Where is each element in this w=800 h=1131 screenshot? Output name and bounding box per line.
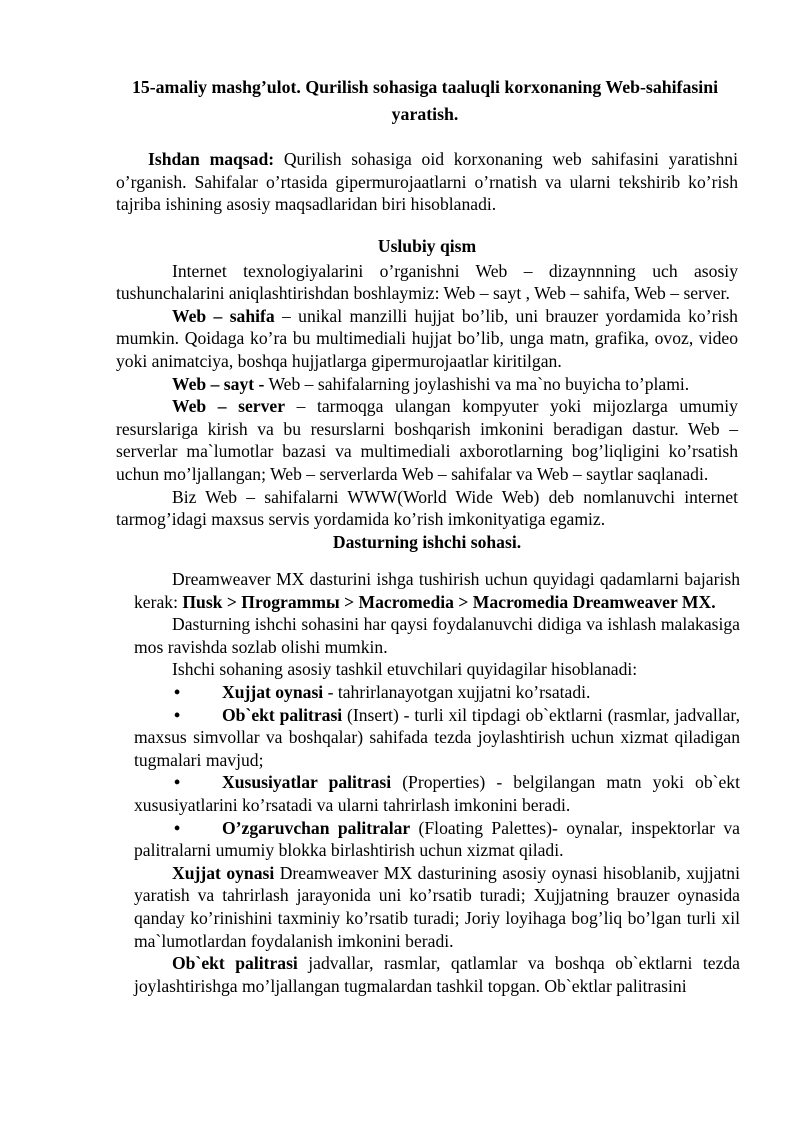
object-palette-paragraph (134, 952, 740, 997)
goal-block (116, 148, 738, 216)
object-palette-term: Ob`ekt palitrasi (172, 953, 298, 974)
method-section (116, 235, 738, 553)
bullet-item (134, 704, 740, 772)
bullet-icon: • (174, 681, 181, 702)
web-server-text: – tarmoqga ulangan kompyuter yoki mijozlarga umumiy resurslariga kirish va bu resurslarni boshqarish imkonini beradigan dastur. Web – serverlar ma`lumotlar bazasi va multimediali axborotlarning bog’liqligini ko’rsatish uchun mo’ljallangan; Web – serverlarda Web – sahifalar va Web – saytlar saqlanadi. (116, 396, 738, 484)
web-server-definition (116, 395, 738, 485)
launch-path: Пusk > Пrogrammы > Macromedia > Macromedia Dreamweaver MX. (182, 591, 716, 612)
web-page-definition (116, 305, 738, 373)
web-server-term: Web – server (172, 396, 286, 417)
bullet-term: Xujjat oynasi (222, 681, 324, 702)
launch-text: Dreamweaver MX dasturini ishga tushirish uchun quyidagi qadamlarni bajarish kerak: (134, 569, 740, 612)
bullet-term: Ob`ekt palitrasi (222, 704, 343, 725)
elements-paragraph: Ishchi sohaning asosiy tashkil etuvchilari quyidagilar hisoblanadi: (172, 659, 638, 680)
intro-paragraph: Internet texnologiyalarini o’rganishni Web – dizaynnning uch asosiy tushunchalarini aniqlashtirishdan boshlaymiz: Web – sayt , Web – sahifa, Web – server. (116, 260, 738, 304)
document-window-term: Xujjat oynasi (172, 862, 275, 883)
method-heading: Uslubiy qism (377, 236, 477, 256)
bullet-item (134, 771, 740, 816)
bullet-text: - tahrirlanayotgan xujjatni ko’rsatadi. (323, 681, 591, 702)
bullet-text: (Insert) - turli xil tipdagi ob`ektlarni (rasmlar, jadvallar, maxsus simvollar va boshqalar) sahifada tezda joylashtirish uchun xizmat qiladigan tugmalari mavjud; (134, 704, 740, 770)
goal-paragraph (116, 148, 738, 216)
bullet-icon: • (174, 704, 181, 725)
document-window-text: Dreamweaver MX dasturining asosiy oynasi hisoblanib, xujjatni yaratish va tahrirlash jarayonida uni ko’rsatib turadi; Xujjatning brauzer oynasida qanday ko’rinishini taxminiy ko’rsatib turadi; Joriy loyihaga bog’liq bo’lgan turli xil ma`lumotlardan foydalanish imkonini beradi. (134, 862, 740, 951)
customize-paragraph: Dasturning ishchi sohasini har qaysi foydalanuvchi didiga va ishlash malakasiga mos ravishda sozlab olishi mumkin. (134, 614, 740, 657)
web-page-term: Web – sahifa (172, 305, 275, 326)
bullet-term: O’zgaruvchan palitralar (222, 817, 411, 838)
bullet-text: (Properties) - belgilangan matn yoki ob`ekt xususiyatlarini ko’rsatadi va ularni tahrirlash imkonini beradi. (134, 772, 740, 815)
web-site-term: Web – sayt - (172, 373, 265, 394)
www-paragraph: Biz Web – sahifalarni WWW(World Wide Web) deb nomlanuvchi internet tarmog’idagi maxsus servis yordamida ko’rish imkonityatiga egamiz. (116, 486, 738, 530)
object-palette-text: jadvallar, rasmlar, qatlamlar va boshqa ob`ektlarni tezda joylashtirishga mo’ljallangan tugmalardan tashkil topgan. Ob`ektlar palitrasini (134, 953, 740, 996)
bullet-item (134, 817, 740, 862)
workspace-section (134, 568, 740, 997)
bullet-icon: • (174, 772, 181, 793)
goal-label: Ishdan maqsad: (148, 149, 275, 169)
document-window-paragraph (134, 862, 740, 952)
bullet-text: (Floating Palettes)- oynalar, inspektorlar va palitralarni umumiy blokka birlashtirish uchun xizmat qiladi. (134, 817, 740, 861)
launch-paragraph (134, 568, 740, 613)
page-title: 15-amaliy mashg’ulot. Qurilish sohasiga taaluqli korxonaning Web-sahifasini yaratish. (131, 77, 719, 124)
bullet-item (134, 681, 740, 704)
web-site-text: Web – sahifalarning joylashishi va ma`no buyicha to’plami. (264, 373, 690, 394)
web-page-text: – unikal manzilli hujjat bo’lib, uni brauzer yordamida ko’rish mumkin. Qoidaga ko’ra bu multimediali hujjat bo’lib, unga matn, grafika, ovoz, video yoki animatciya, boshqa hujjatlarga gipermurojaatlar kiritilgan. (116, 305, 738, 371)
workspace-heading: Dasturning ishchi sohasi. (332, 531, 522, 552)
web-site-definition (116, 373, 738, 396)
bullet-icon: • (174, 817, 181, 838)
goal-text: Qurilish sohasiga oid korxonaning web sahifasini yaratishni o’rganish. Sahifalar o’rtasida gipermurojaatlarni o’rnatish va ularni tekshirib ko’rish tajriba ishining asosiy maqsadlaridan biri hisoblanadi. (116, 149, 738, 215)
bullet-term: Xususiyatlar palitrasi (222, 772, 392, 793)
